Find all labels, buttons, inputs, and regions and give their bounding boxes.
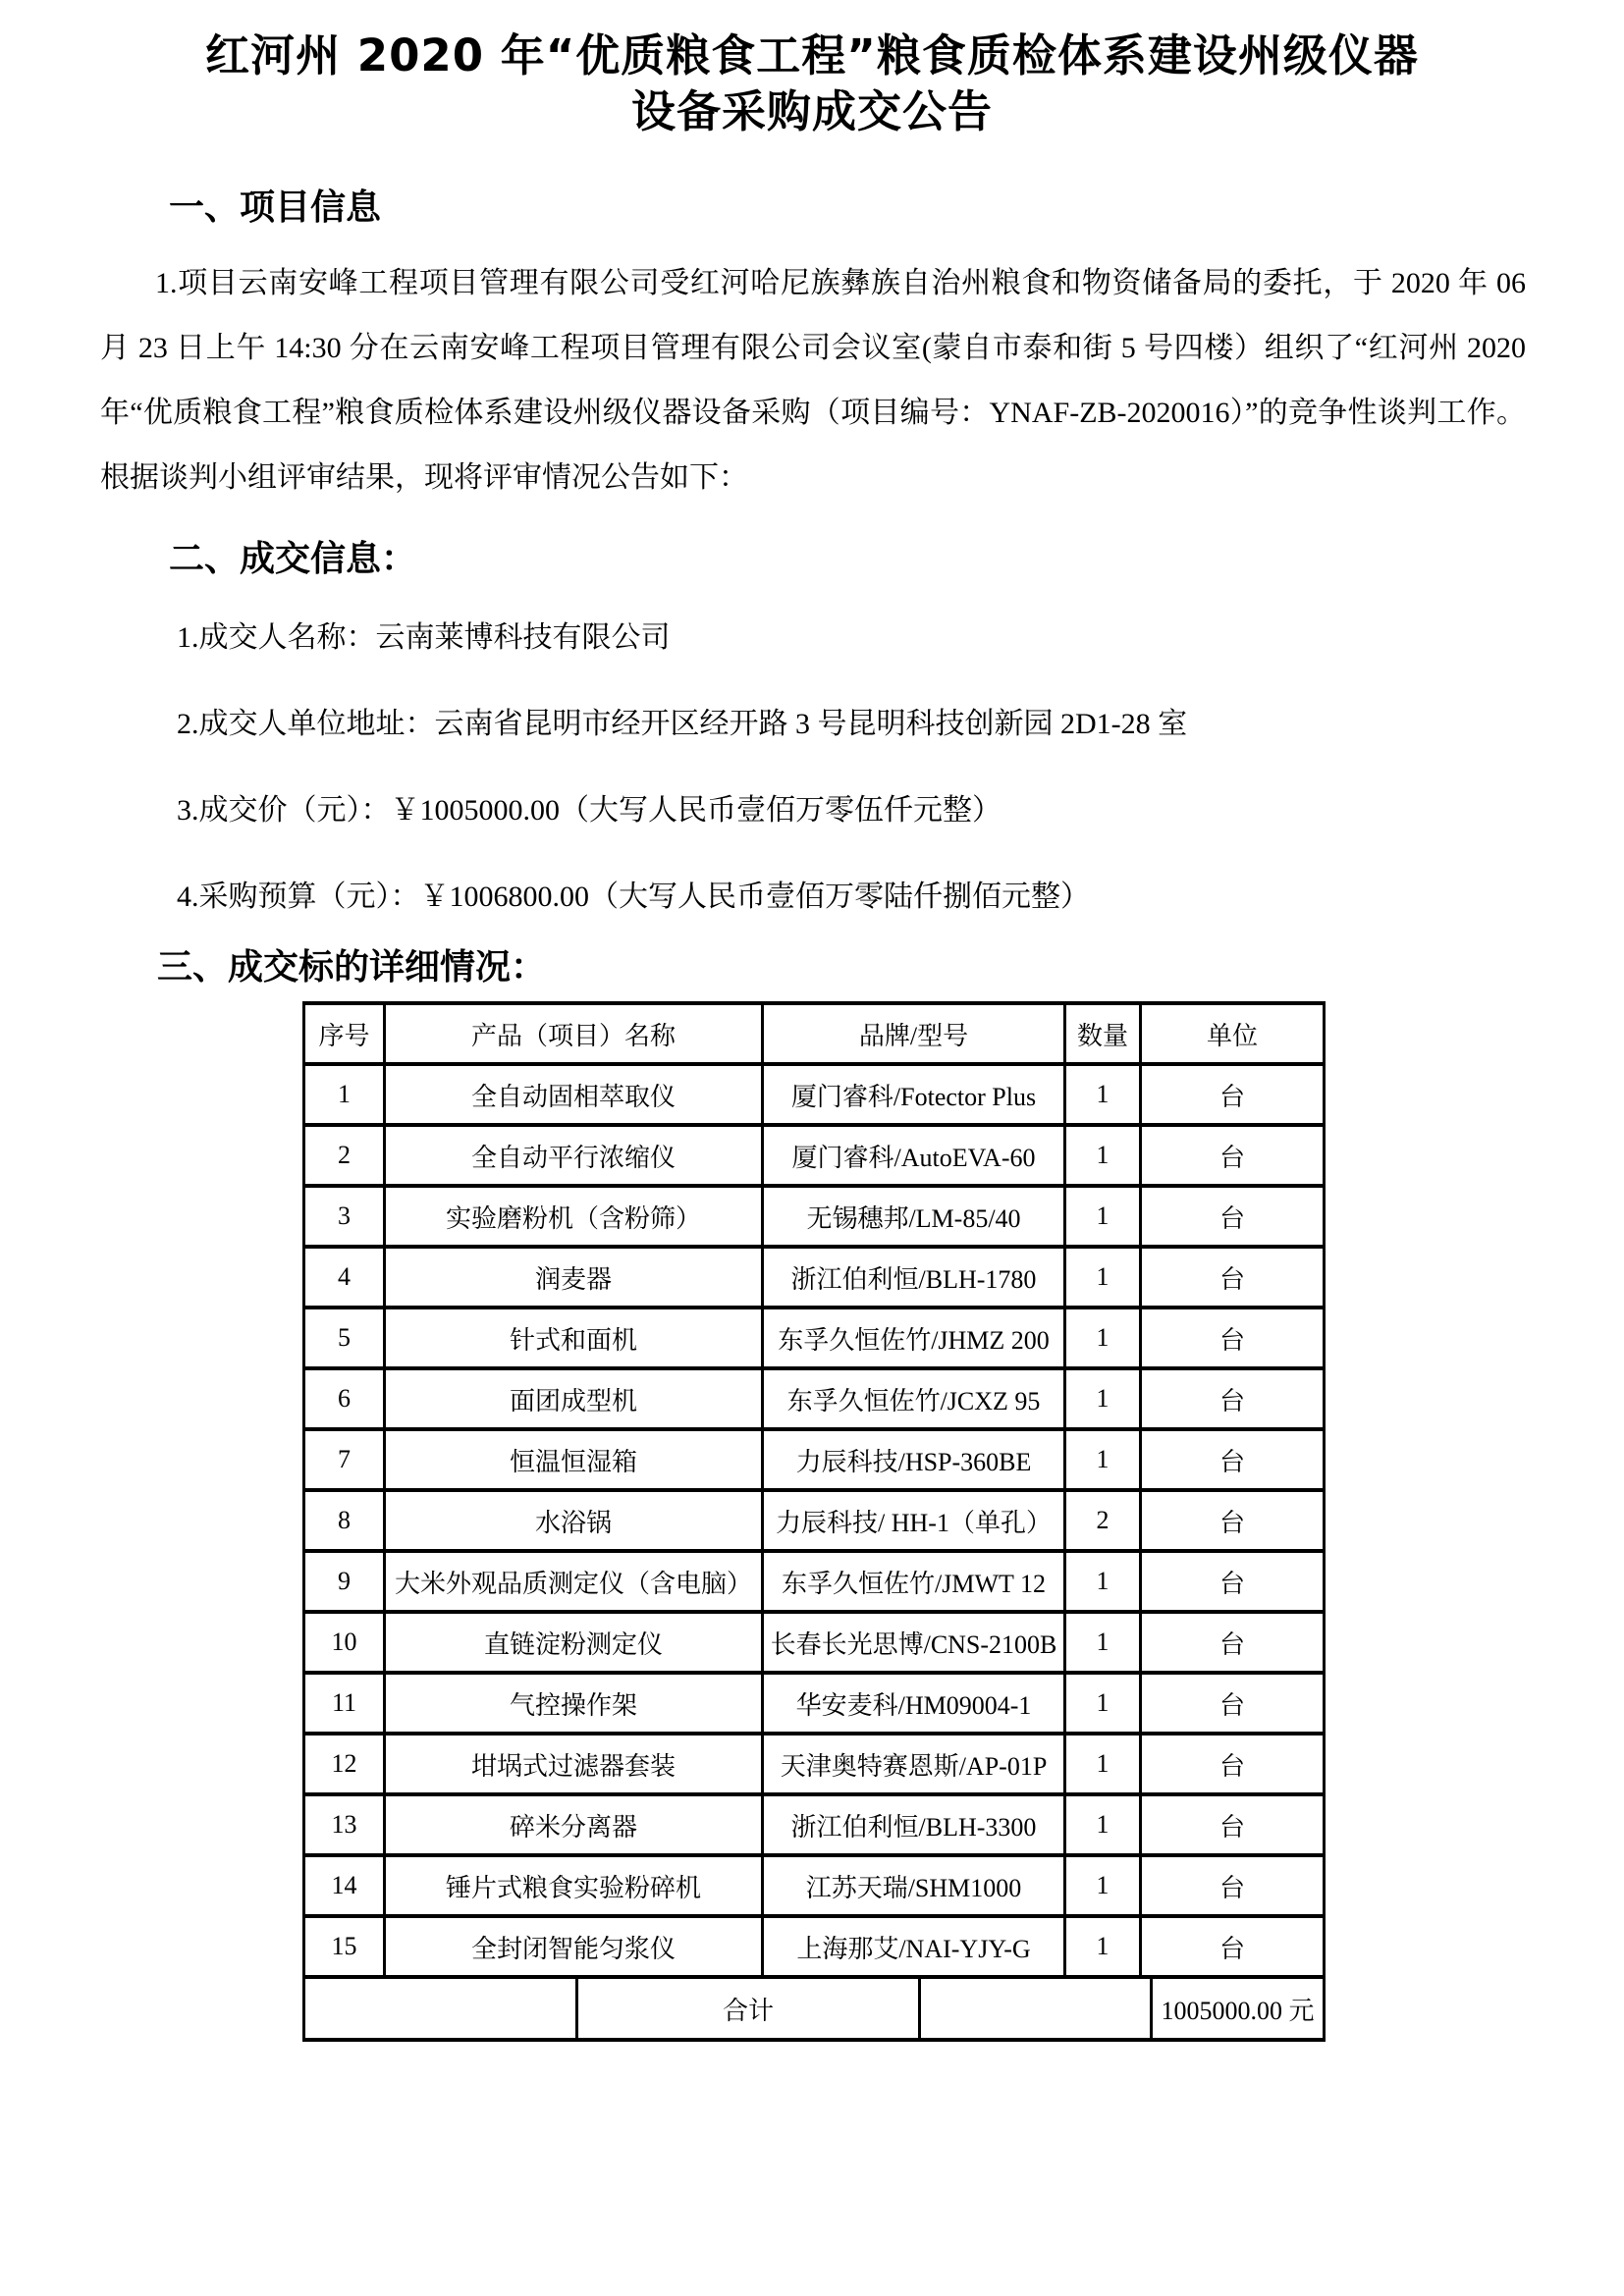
cell-quantity: 2: [1065, 1490, 1141, 1551]
cell-brand-model: 江苏天瑞/SHM1000: [763, 1855, 1065, 1916]
cell-quantity: 1: [1065, 1064, 1141, 1125]
header-cell-product-name: 产品（项目）名称: [385, 1003, 763, 1064]
total-label: 合计: [577, 1977, 920, 2040]
cell-product-name: 恒温恒湿箱: [385, 1429, 763, 1490]
cell-unit: 台: [1141, 1368, 1325, 1429]
cell-quantity: 1: [1065, 1673, 1141, 1734]
total-cell-empty-mid: [920, 1977, 1152, 2040]
cell-index: 7: [304, 1429, 385, 1490]
section-heading-project-info: 一、项目信息: [169, 187, 382, 228]
cell-unit: 台: [1141, 1186, 1325, 1247]
cell-quantity: 1: [1065, 1612, 1141, 1673]
table-row: [304, 1734, 1325, 1794]
cell-product-name: 锤片式粮食实验粉碎机: [385, 1855, 763, 1916]
cell-index: 3: [304, 1186, 385, 1247]
cell-product-name: 针式和面机: [385, 1308, 763, 1368]
goods-table: [302, 1001, 1326, 1979]
cell-quantity: 1: [1065, 1551, 1141, 1612]
cell-product-name: 水浴锅: [385, 1490, 763, 1551]
cell-brand-model: 华安麦科/HM09004-1: [763, 1673, 1065, 1734]
cell-brand-model: 东孚久恒佐竹/JMWT 12: [763, 1551, 1065, 1612]
cell-brand-model: 东孚久恒佐竹/JHMZ 200: [763, 1308, 1065, 1368]
cell-product-name: 润麦器: [385, 1247, 763, 1308]
cell-brand-model: 长春长光思博/CNS-2100B: [763, 1612, 1065, 1673]
cell-brand-model: 浙江伯利恒/BLH-1780: [763, 1247, 1065, 1308]
cell-quantity: 1: [1065, 1186, 1141, 1247]
header-cell-index: 序号: [304, 1003, 385, 1064]
total-row-table: [302, 1975, 1326, 2042]
cell-index: 11: [304, 1673, 385, 1734]
cell-brand-model: 力辰科技/ HH-1（单孔）: [763, 1490, 1065, 1551]
table-row: [304, 1368, 1325, 1429]
cell-quantity: 1: [1065, 1368, 1141, 1429]
cell-brand-model: 力辰科技/HSP-360BE: [763, 1429, 1065, 1490]
cell-index: 2: [304, 1125, 385, 1186]
cell-unit: 台: [1141, 1490, 1325, 1551]
cell-product-name: 面团成型机: [385, 1368, 763, 1429]
cell-brand-model: 上海那艾/NAI-YJY-G: [763, 1916, 1065, 1977]
table-row: [304, 1612, 1325, 1673]
cell-unit: 台: [1141, 1125, 1325, 1186]
table-row: [304, 1186, 1325, 1247]
cell-unit: 台: [1141, 1308, 1325, 1368]
cell-unit: 台: [1141, 1673, 1325, 1734]
header-cell-unit: 单位: [1141, 1003, 1325, 1064]
cell-index: 1: [304, 1064, 385, 1125]
cell-unit: 台: [1141, 1855, 1325, 1916]
cell-unit: 台: [1141, 1612, 1325, 1673]
table-row: [304, 1490, 1325, 1551]
cell-index: 9: [304, 1551, 385, 1612]
cell-index: 4: [304, 1247, 385, 1308]
section-heading-deal-info: 二、成交信息：: [169, 539, 417, 579]
table-row: [304, 1429, 1325, 1490]
cell-quantity: 1: [1065, 1308, 1141, 1368]
page-title-line-2: 设备采购成交公告: [630, 85, 993, 137]
cell-quantity: 1: [1065, 1247, 1141, 1308]
cell-brand-model: 厦门睿科/AutoEVA-60: [763, 1125, 1065, 1186]
cell-product-name: 碎米分离器: [385, 1794, 763, 1855]
cell-index: 5: [304, 1308, 385, 1368]
page-title-line-1: 红河州 2020 年“优质粮食工程”粮食质检体系建设州级仪器: [205, 29, 1419, 81]
table-row: [304, 1855, 1325, 1916]
header-cell-quantity: 数量: [1065, 1003, 1141, 1064]
cell-brand-model: 无锡穗邦/LM-85/40: [763, 1186, 1065, 1247]
table-row: [304, 1794, 1325, 1855]
table-row: [304, 1551, 1325, 1612]
cell-brand-model: 东孚久恒佐竹/JCXZ 95: [763, 1368, 1065, 1429]
cell-product-name: 大米外观品质测定仪（含电脑）: [385, 1551, 763, 1612]
section-heading-deal-details: 三、成交标的详细情况：: [157, 947, 547, 988]
table-row: [304, 1125, 1325, 1186]
table-row: [304, 1247, 1325, 1308]
cell-brand-model: 浙江伯利恒/BLH-3300: [763, 1794, 1065, 1855]
cell-quantity: 1: [1065, 1794, 1141, 1855]
cell-product-name: 气控操作架: [385, 1673, 763, 1734]
cell-unit: 台: [1141, 1064, 1325, 1125]
deal-info-list: [0, 622, 1624, 912]
cell-product-name: 直链淀粉测定仪: [385, 1612, 763, 1673]
cell-quantity: 1: [1065, 1855, 1141, 1916]
cell-unit: 台: [1141, 1916, 1325, 1977]
cell-index: 10: [304, 1612, 385, 1673]
cell-index: 8: [304, 1490, 385, 1551]
cell-product-name: 实验磨粉机（含粉筛）: [385, 1186, 763, 1247]
cell-brand-model: 天津奥特赛恩斯/AP-01P: [763, 1734, 1065, 1794]
deal-item-winner-name: 1.成交人名称：云南莱博科技有限公司: [177, 621, 671, 654]
cell-product-name: 全封闭智能匀浆仪: [385, 1916, 763, 1977]
cell-quantity: 1: [1065, 1429, 1141, 1490]
project-info-paragraph: 1.项目云南安峰工程项目管理有限公司受红河哈尼族彝族自治州粮食和物资储备局的委托，于 2020 年 06 月 23 日上午 14:30 分在云南安峰工程项目管理有限公司会议室(蒙自市泰和街 5 号四楼）组织了“红河州 2020 年“优质粮食工程”粮食质检体系建设州级仪器设备采购（项目编号：YNAF-ZB-2020016）”的竞争性谈判工作。根据谈判小组评审结果，现将评审情况公告如下：: [100, 267, 1526, 494]
cell-quantity: 1: [1065, 1734, 1141, 1794]
cell-quantity: 1: [1065, 1125, 1141, 1186]
cell-product-name: 坩埚式过滤器套装: [385, 1734, 763, 1794]
cell-index: 15: [304, 1916, 385, 1977]
cell-unit: 台: [1141, 1247, 1325, 1308]
deal-item-budget: 4.采购预算（元）：￥1006800.00（大写人民币壹佰万零陆仟捌佰元整）: [177, 881, 1090, 913]
deal-item-deal-price: 3.成交价（元）：￥1005000.00（大写人民币壹佰万零伍仟元整）: [177, 794, 1001, 827]
header-cell-brand-model: 品牌/型号: [763, 1003, 1065, 1064]
total-amount: 1005000.00 元: [1152, 1977, 1325, 2040]
cell-product-name: 全自动平行浓缩仪: [385, 1125, 763, 1186]
table-row: [304, 1064, 1325, 1125]
cell-brand-model: 厦门睿科/Fotector Plus: [763, 1064, 1065, 1125]
deal-item-winner-address: 2.成交人单位地址：云南省昆明市经开区经开路 3 号昆明科技创新园 2D1-28 室: [177, 708, 1188, 740]
cell-quantity: 1: [1065, 1916, 1141, 1977]
table-row: [304, 1916, 1325, 1977]
table-header-row: [304, 1003, 1325, 1064]
cell-unit: 台: [1141, 1734, 1325, 1794]
cell-unit: 台: [1141, 1794, 1325, 1855]
cell-index: 13: [304, 1794, 385, 1855]
cell-unit: 台: [1141, 1551, 1325, 1612]
page-title: [0, 0, 1624, 139]
cell-index: 6: [304, 1368, 385, 1429]
cell-unit: 台: [1141, 1429, 1325, 1490]
table-row: [304, 1308, 1325, 1368]
cell-index: 14: [304, 1855, 385, 1916]
table-row: [304, 1673, 1325, 1734]
cell-index: 12: [304, 1734, 385, 1794]
total-row: [304, 1977, 1325, 2040]
total-cell-empty-left: [304, 1977, 577, 2040]
cell-product-name: 全自动固相萃取仪: [385, 1064, 763, 1125]
